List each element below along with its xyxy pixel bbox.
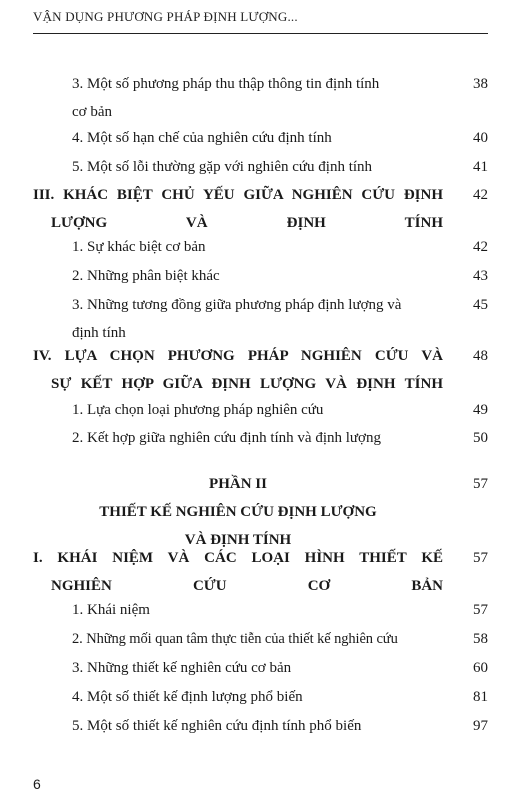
toc-page-number: 43 — [473, 268, 488, 284]
part-title: THIẾT KẾ NGHIÊN CỨU ĐỊNH LƯỢNG — [99, 504, 377, 520]
toc-page-number: 45 — [473, 297, 488, 313]
section-heading-label: IV. LỰA CHỌN PHƯƠNG PHÁP NGHIÊN CỨU VÀ — [33, 348, 443, 364]
page-number: 6 — [33, 776, 41, 792]
toc-page-number: 57 — [473, 550, 488, 566]
toc-page-number: 42 — [473, 239, 488, 255]
section-heading-label: I. KHÁI NIỆM VÀ CÁC LOẠI HÌNH THIẾT KẾ — [33, 550, 443, 566]
toc-entry-label-cont: cơ bản — [72, 104, 112, 120]
toc-page-number: 38 — [473, 76, 488, 92]
toc-page-number: 50 — [473, 430, 488, 446]
toc-page-number: 60 — [473, 660, 488, 676]
toc-entry-label: 5. Một số thiết kế nghiên cứu định tính phổ biến — [72, 718, 362, 734]
toc-page-number: 49 — [473, 402, 488, 418]
toc-entry-label: 3. Những thiết kế nghiên cứu cơ bản — [72, 660, 292, 676]
toc-entry-label: 2. Những mối quan tâm thực tiễn của thiết kế nghiên cứu — [72, 631, 398, 647]
section-heading-label-cont: NGHIÊN CỨU CƠ BẢN — [51, 578, 443, 594]
toc-entry-label: 3. Những tương đồng giữa phương pháp định lượng và — [72, 297, 402, 313]
section-heading-label: III. KHÁC BIỆT CHỦ YẾU GIỮA NGHIÊN CỨU ĐỊNH — [33, 187, 443, 203]
part-number: PHẦN II — [209, 476, 267, 492]
toc-entry-label: 1. Lựa chọn loại phương pháp nghiên cứu — [72, 402, 324, 418]
toc-page-number: 48 — [473, 348, 488, 364]
toc-page-number: 58 — [473, 631, 488, 647]
toc-entry-label: 4. Một số hạn chế của nghiên cứu định tính — [72, 130, 332, 146]
toc-page-number: 42 — [473, 187, 488, 203]
toc-page-number: 41 — [473, 159, 488, 175]
toc-entry-label: 1. Khái niệm — [72, 602, 150, 618]
toc-page-number: 57 — [473, 602, 488, 618]
toc-entry-label: 2. Những phân biệt khác — [72, 268, 220, 284]
toc-entry-label: 4. Một số thiết kế định lượng phổ biến — [72, 689, 303, 705]
toc-page-number: 40 — [473, 130, 488, 146]
running-title: VẬN DỤNG PHƯƠNG PHÁP ĐỊNH LƯỢNG... — [33, 9, 298, 24]
toc-entry-label: 3. Một số phương pháp thu thập thông tin định tính — [72, 76, 380, 92]
toc-page-number: 57 — [473, 476, 488, 492]
part-title-cont: VÀ ĐỊNH TÍNH — [184, 532, 292, 548]
toc-entry-label-cont: định tính — [72, 325, 126, 341]
toc-entry-label: 5. Một số lỗi thường gặp với nghiên cứu định tính — [72, 159, 373, 175]
toc-page-number: 81 — [473, 689, 488, 705]
toc-entry-label: 2. Kết hợp giữa nghiên cứu định tính và định lượng — [72, 430, 381, 446]
toc-page-number: 97 — [473, 718, 488, 734]
section-heading-label-cont: LƯỢNG VÀ ĐỊNH TÍNH — [51, 215, 443, 231]
section-heading-label-cont: SỰ KẾT HỢP GIỮA ĐỊNH LƯỢNG VÀ ĐỊNH TÍNH — [51, 376, 443, 392]
toc-entry-label: 1. Sự khác biệt cơ bản — [72, 239, 206, 255]
header-rule — [33, 33, 488, 34]
